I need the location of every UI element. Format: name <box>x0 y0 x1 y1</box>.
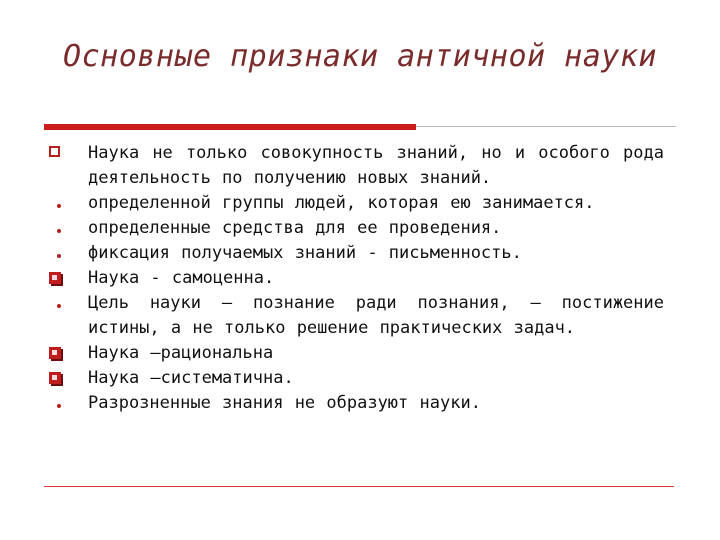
list-item <box>46 266 664 291</box>
title-underline-red-accent <box>44 124 416 130</box>
list-item-text: Цель науки – познание ради познания, – постижение истины, а не только решение практических задач. <box>88 293 664 338</box>
bullet-list <box>46 141 664 416</box>
list-item <box>46 216 664 241</box>
list-item <box>46 291 664 341</box>
list-item <box>46 391 664 416</box>
list-item-text: Наука –систематична. <box>88 368 294 388</box>
list-item-text: определенные средства для ее проведения. <box>88 218 502 238</box>
list-item-text: фиксация получаемых знаний - письменность. <box>88 243 522 263</box>
filled-checkbox-icon <box>46 341 88 366</box>
footer-divider <box>44 486 674 487</box>
list-item-text: Наука - самоценна. <box>88 268 275 288</box>
bullet-dot-icon <box>46 241 88 266</box>
list-item-text: Наука –рациональна <box>88 343 274 363</box>
list-item <box>46 191 664 216</box>
list-item <box>46 366 664 391</box>
bullet-dot-icon <box>46 191 88 216</box>
filled-checkbox-icon <box>46 266 88 291</box>
bullet-dot-icon <box>46 391 88 416</box>
list-item-text: Наука не только совокупность знаний, но и особого рода деятельность по получению новых знаний. <box>88 143 664 188</box>
list-item-text: определенной группы людей, которая ею занимается. <box>88 193 595 213</box>
slide-title: Основные признаки античной науки <box>63 39 657 74</box>
list-item <box>46 141 664 191</box>
bullet-dot-icon <box>46 216 88 241</box>
filled-checkbox-icon <box>46 366 88 391</box>
bullet-dot-icon <box>46 291 88 316</box>
list-item <box>46 341 664 366</box>
hollow-square-icon <box>46 141 88 166</box>
list-item <box>46 241 664 266</box>
list-item-text: Разрозненные знания не образуют науки. <box>88 393 481 413</box>
